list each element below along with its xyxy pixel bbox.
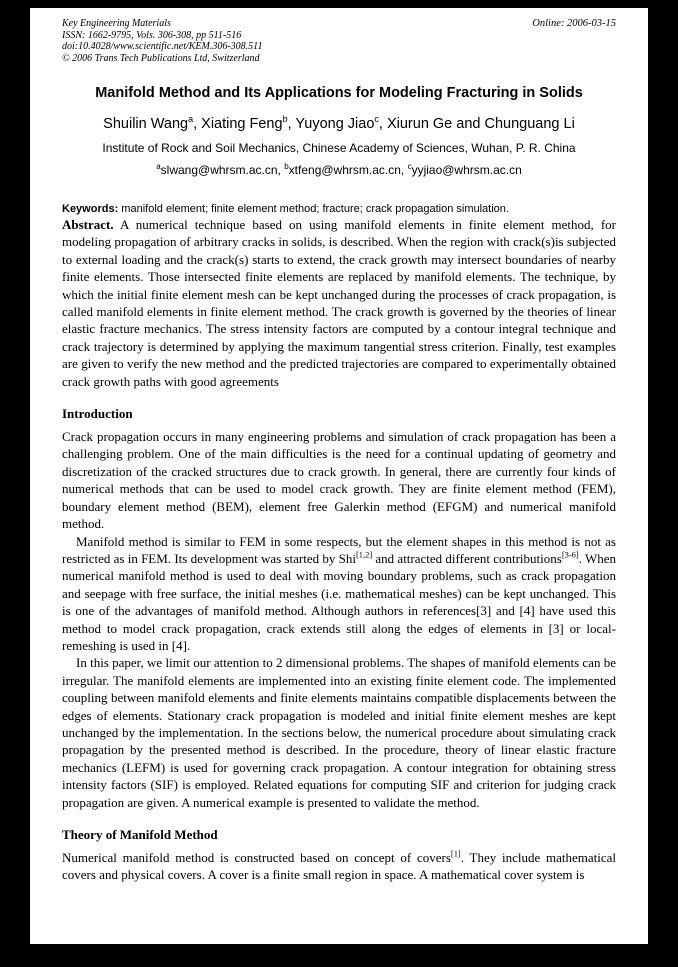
abstract-label: Abstract. xyxy=(62,217,114,232)
abstract-text: A numerical technique based on using manifold elements in finite element method, for modeling propagation of arbitrary cracks in solids, is described. When the region with crack(s)is subjected to external loading and the crack(s) starts to extend, the crack growth may intersect boundaries of nearby finite elements. Those intersected finite elements are replaced by manifold elements. The technique, by which the initial finite element mesh can be kept unchanged during the processes of crack propagation, is called manifold elements in finite element method. The crack growth is governed by the theories of linear elastic fracture mechanics. The stress intensity factors are computed by a contour integral technique and crack trajectory is determined by applying the maximum tangential stress criterion. Finally, test examples are given to verify the new method and the predicted trajectories are compared to experimentally obtained crack growth paths with good agreements xyxy=(62,217,616,389)
paragraph-text: Numerical manifold method is constructed based on concept of covers xyxy=(62,850,451,865)
author-affiliation-mark: a xyxy=(188,114,194,125)
copyright-line: © 2006 Trans Tech Publications Ltd, Switzerland xyxy=(62,52,260,64)
email-address: yyjiao@whrsm.ac.cn xyxy=(411,163,522,177)
section-heading-introduction: Introduction xyxy=(62,406,133,422)
paper-title: Manifold Method and Its Applications for Modeling Fracturing in Solids xyxy=(95,85,583,101)
journal-title: Key Engineering Materials xyxy=(62,18,171,29)
publication-info xyxy=(62,18,262,64)
issn-line: ISSN: 1662-9795, Vols. 306-308, pp 511-516 xyxy=(62,29,242,41)
theory-paragraph-1 xyxy=(62,849,616,884)
section-heading-theory: Theory of Manifold Method xyxy=(62,827,218,842)
affiliation-line: Institute of Rock and Soil Mechanics, Chinese Academy of Sciences, Wuhan, P. R. China xyxy=(102,141,576,155)
keywords-text: manifold element; finite element method; fracture; crack propagation simulation. xyxy=(118,203,509,215)
email-affiliation-mark: c xyxy=(407,162,412,171)
paragraph-text: . When numerical manifold method is used to deal with moving boundary problems, such as crack propagation and seepage with free surface, the initial meshes (i.e. mathematical meshes) can be kept unchanged. This is one of the advantages of manifold method. Although authors in references[3] and [4] have used this method to model crack propagation, crack extends still along the edges of elements in [3] or local-remeshing is used in [4]. xyxy=(62,550,617,653)
online-date: Online: 2006-03-15 xyxy=(532,18,616,29)
email-affiliation-mark: a xyxy=(156,162,161,171)
keywords-label: Keywords: xyxy=(62,203,119,215)
citation-superscript: [3-6] xyxy=(561,549,579,560)
author-name: , Xiurun Ge and Chunguang Li xyxy=(378,116,575,132)
paragraph-text: Manifold method is similar to FEM in some respects, but the element shapes in this method is not as restricted as in FEM. Its development was started by Shi xyxy=(62,533,616,566)
paragraph-text: and attracted different contributions xyxy=(372,550,562,566)
paragraph-text: . They include mathematical covers and physical covers. A cover is a finite small region in space. A mathematical cover system is xyxy=(62,850,616,883)
email-address: slwang@whrsm.ac.cn, xyxy=(160,163,285,177)
intro-paragraph-2 xyxy=(62,533,616,655)
email-address: xtfeng@whrsm.ac.cn, xyxy=(288,163,408,177)
paper-page xyxy=(30,8,648,944)
page-header xyxy=(62,18,616,64)
doi-line: doi:10.4028/www.scientific.net/KEM.306-308.511 xyxy=(62,41,263,52)
intro-paragraph-1: Crack propagation occurs in many engineering problems and simulation of crack propagation has been a challenging problem. One of the main difficulties is the need for a continual updating of geometry and discretization of the cracked structures due to crack growth. In general, there are currently four kinds of numerical methods that can be used to model crack growth. They are finite element method (FEM), boundary element method (BEM), element free Galerkin method (EFGM) and numerical manifold method. xyxy=(62,429,616,532)
citation-superscript: [1,2] xyxy=(355,549,373,560)
author-name: , Xiating Feng xyxy=(193,116,283,132)
author-affiliation-mark: b xyxy=(282,114,288,125)
author-name: Shuilin Wang xyxy=(103,116,189,132)
author-affiliation-mark: c xyxy=(374,114,379,125)
email-affiliation-mark: b xyxy=(284,162,289,171)
keywords-line xyxy=(62,202,616,216)
abstract-paragraph xyxy=(62,216,616,390)
authors-line xyxy=(62,115,616,133)
intro-paragraph-3: In this paper, we limit our attention to 2 dimensional problems. The shapes of manifold elements can be irregular. The manifold elements are implemented into an existing finite element code. The implemented coupling between manifold elements and finite elements maintains compatible displacements between the edges of elements. Stationary crack propagation is modeled and initial finite element meshes are kept unchanged by the implementation. In the sections below, the numerical procedure about simulating crack propagation by the presented method is described. In the procedure, theory of linear elastic fracture mechanics (LEFM) is used for governing crack propagation. A contour integration for obtaining stress intensity factors (SIF) is employed. Related equations for computing SIF and criterion for judging crack propagation are given. A numerical example is presented to validate the method. xyxy=(62,655,616,810)
emails-line xyxy=(62,163,616,178)
author-name: , Yuyong Jiao xyxy=(287,116,375,132)
citation-superscript: [1] xyxy=(450,848,461,859)
